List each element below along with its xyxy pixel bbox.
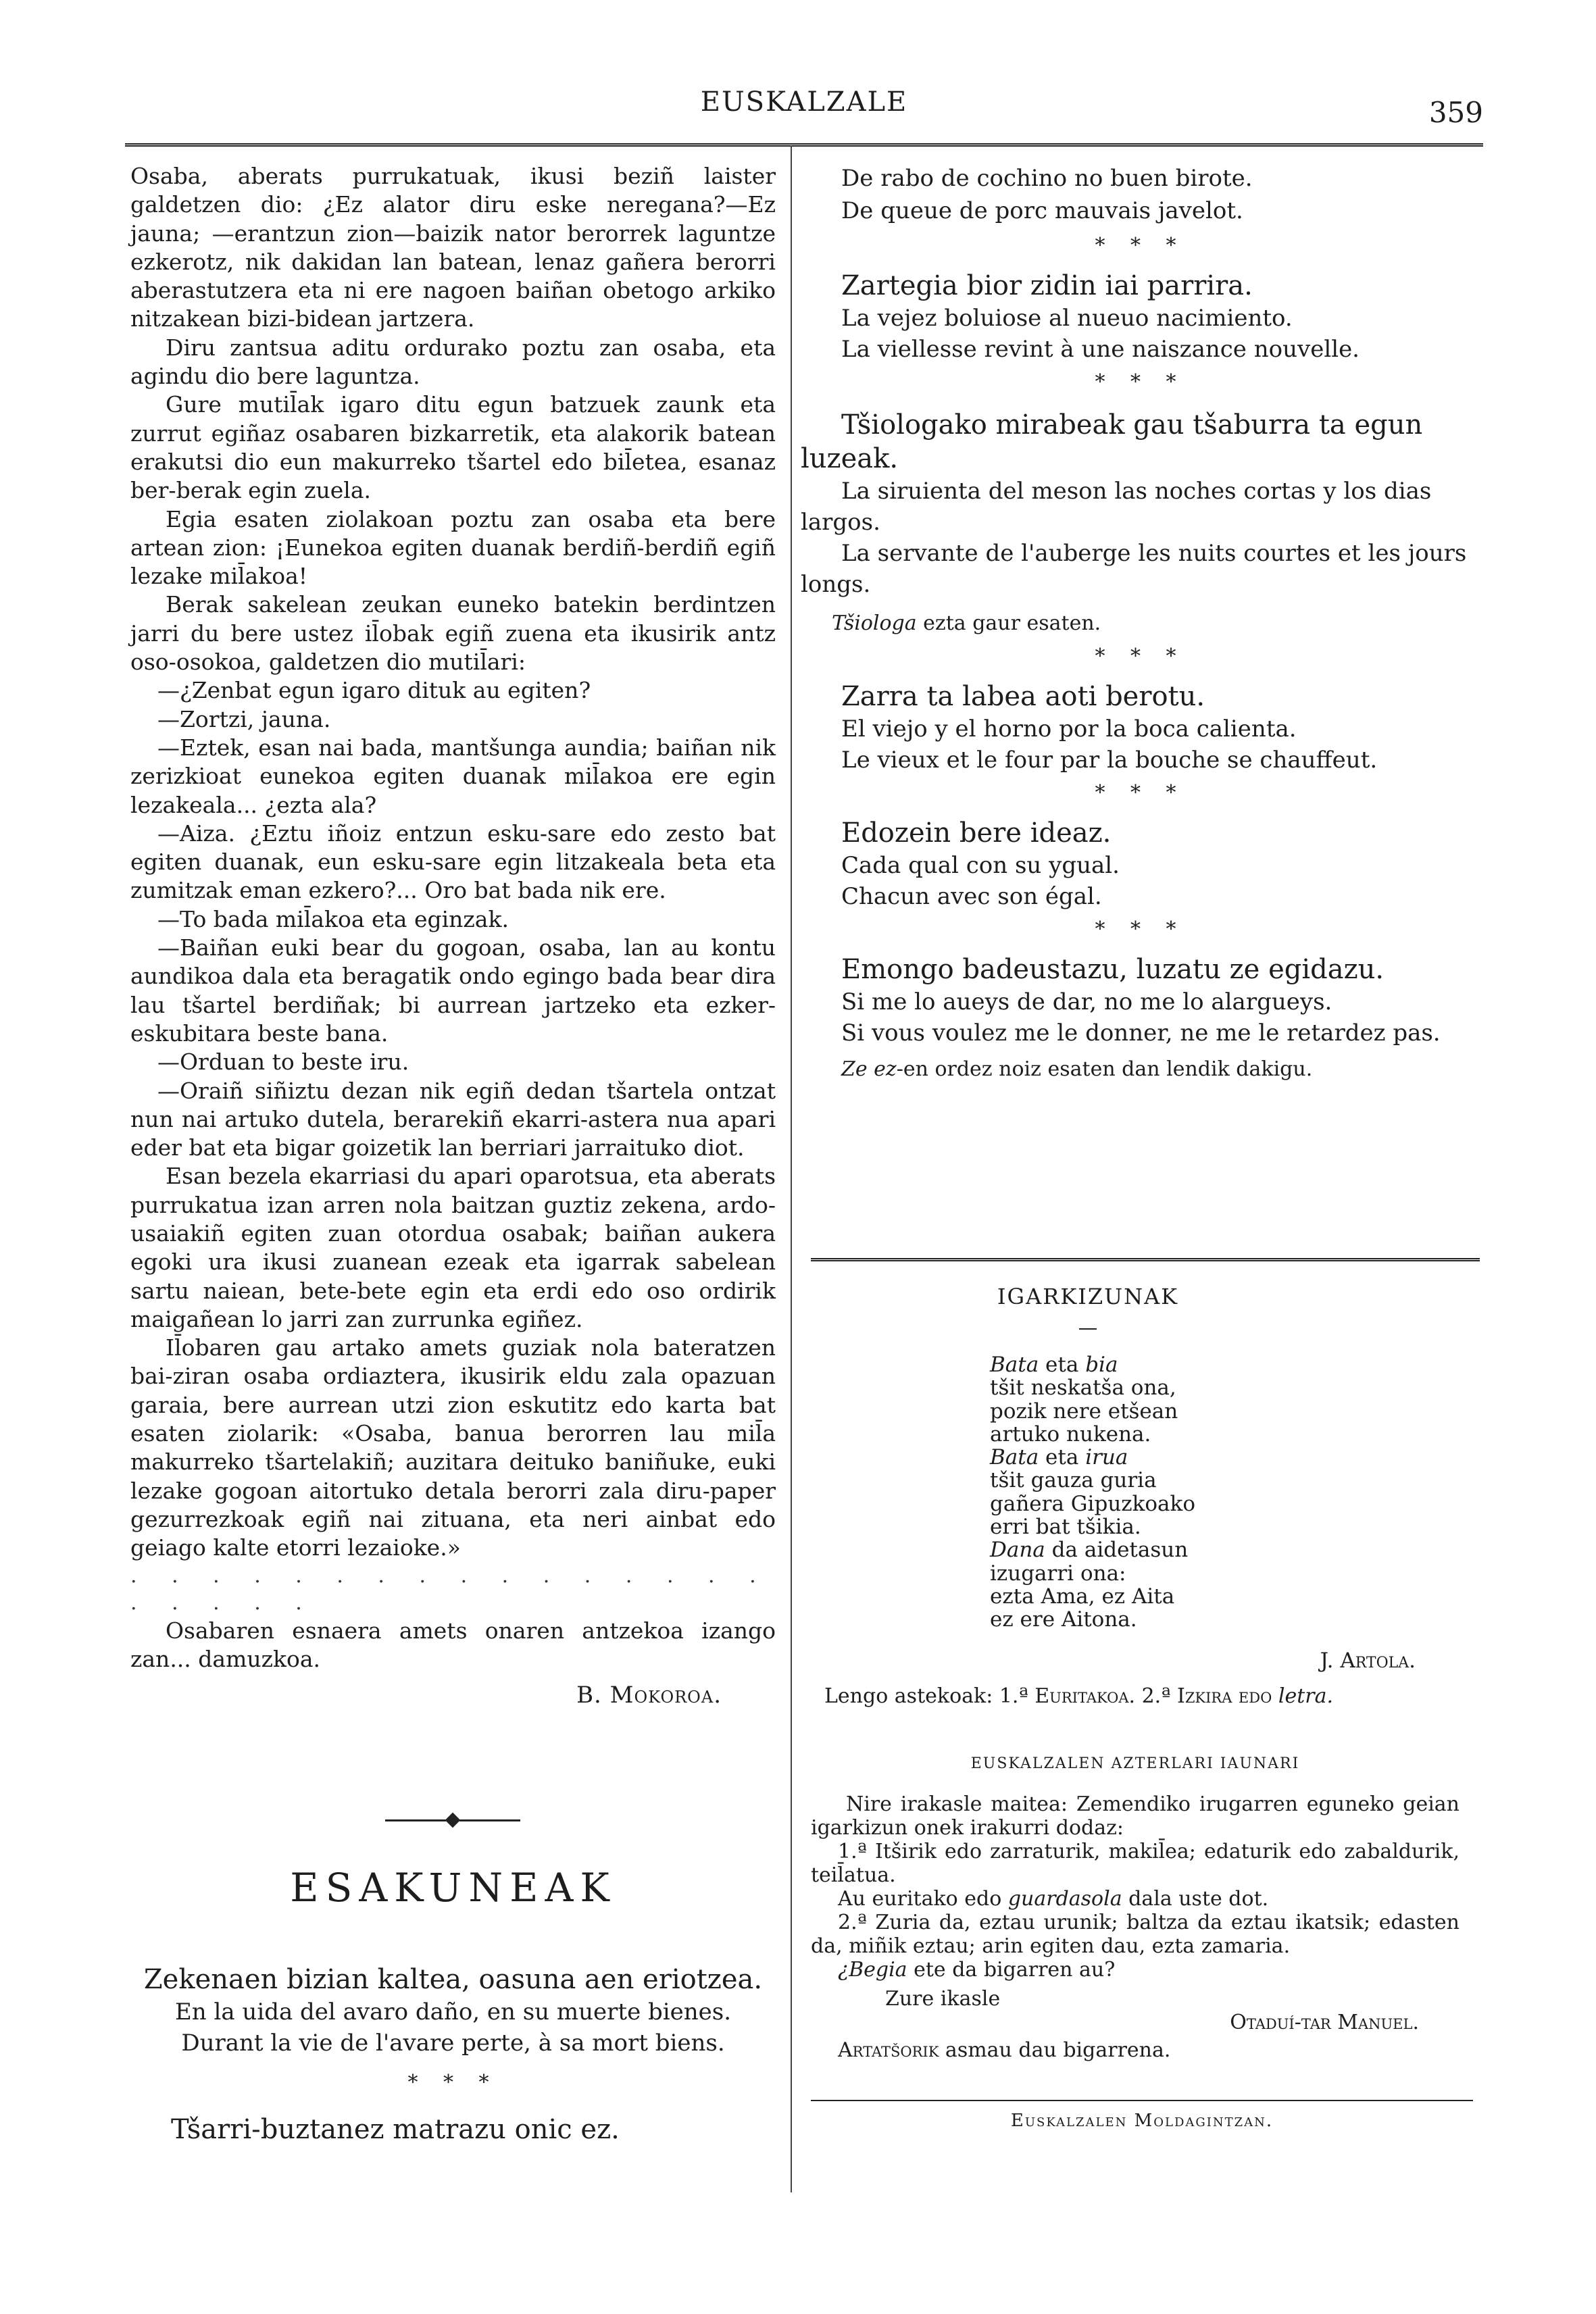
story-paragraph: Gure mutil̄ak igaro ditu egun batzuek zaunk eta zurrut egiñaz osabaren bizkarretik, eta alakorik batean erakutsi dio eun makurreko tšartel edo bil̄etea, esanaz ber-berak egin zuela. xyxy=(130,391,776,504)
proverb-french: Chacun avec son égal. xyxy=(841,883,1102,910)
dialogue-line: —Eztek, esan nai bada, mantšunga aundia; baiñan nik zerizkioat eunekoa egiten duanak mil̄akoa ere egin lezakeala... ¿ezta ala? xyxy=(130,734,776,818)
proverb-basque: Emongo badeustazu, luzatu ze egidazu. xyxy=(841,954,1385,985)
riddles-title: IGARKIZUNAK xyxy=(997,1284,1179,1309)
story-paragraph: Osaba, aberats purrukatuak, ikusi beziñ laister galdetzen dio: ¿Ez alator diru eske neregana?—Ez jauna; —erantzun zion—baizik nator berorrek laguntze ezkerotz, nik dakidan lan batean, lenaz gañera berorri aberastutzera eta ni ere nagoen baiñan obetogo arkiko nitzakean bizi-bidean jartzera. xyxy=(130,163,776,332)
story-paragraph: Osabaren esnaera amets onaren antzekoa izango zan... damuzkoa. xyxy=(130,1617,776,1672)
poem-line: ez ere Aitona. xyxy=(990,1607,1137,1632)
note-italic: Tšiologa xyxy=(832,611,917,635)
poem-line: pozik nere etšean xyxy=(990,1399,1178,1424)
proverb-basque: Zarra ta labea aoti berotu. xyxy=(841,681,1205,712)
dialogue-line: —To bada mil̄akoa eta eginzak. xyxy=(157,905,509,932)
stars-separator: * * * xyxy=(1095,917,1186,941)
letter-footnote: Artatšorik asmau dau bigarrena. xyxy=(838,2038,1171,2062)
letter-paragraph: 1.ª Itširik edo zarraturik, makil̄ea; edaturik edo zabaldurik, teil̄atua. xyxy=(811,1840,1460,1887)
letter-paragraph: Nire irakasle maitea: Zemendiko irugarren eguneko geian igarkizun onek irakurri dodaz: xyxy=(811,1792,1460,1840)
proverb-french: Durant la vie de l'avare perte, à sa mort biens. xyxy=(181,2030,725,2057)
letter-body xyxy=(811,1792,1460,2062)
section-rule xyxy=(811,1258,1480,1261)
story-paragraph: Il̄obaren gau artako amets guziak nola bateratzen bai-ziran osaba ordiaztera, ikusirik eldu zala opazuan garaia, bere aurrean utzi zion eskutitz edo karta bat esaten ziolarik: «Osaba, banua berorren lau mil̄a makurreko tšartelakiñ; auzitara deituko baniñuke, euki lezake gogoan aitortuko detala berorri zala diru-paper gezurrezkoak egiñ nai zituana, eta neri ainbat edo geiago kalte etorri lezaioke.» xyxy=(130,1334,776,1561)
story-paragraph: Berak sakelean zeukan euneko batekin berdintzen jarri du bere ustez il̄obak egiñ zuena eta ikusirik antz oso-osokoa, galdetzen dio mutil̄ari: xyxy=(130,591,776,676)
poem-line: tšit neskatša ona, xyxy=(990,1376,1176,1401)
dialogue-line: —Orduan to beste iru. xyxy=(157,1049,409,1076)
letter-paragraph: Au euritako edo guardasola dala uste dot. xyxy=(838,1887,1269,1911)
proverbs-column xyxy=(801,162,1480,1084)
ellipsis-row: . . . . . . . . . . . . . . . . . . . . . xyxy=(130,1563,770,1615)
story-signature: B. Mokoroa. xyxy=(576,1682,722,1709)
proverb-note xyxy=(801,1055,1480,1084)
imprint: Euskalzalen Moldagintzan. xyxy=(1010,2111,1274,2131)
stars-separator: * * * xyxy=(1095,234,1186,257)
proverb-note xyxy=(801,609,1480,638)
poem-line: ezta Ama, ez Aita xyxy=(990,1584,1175,1609)
poem-line: gañera Gipuzkoako xyxy=(990,1491,1195,1516)
poem-line: izugarri ona: xyxy=(990,1561,1126,1586)
letter-signature: Otaduí-tar Manuel. xyxy=(1230,2011,1419,2034)
proverb-french: La viellesse revint à une naiszance nouvelle. xyxy=(841,336,1360,363)
stars-separator: * * * xyxy=(1095,645,1186,668)
riddle-signature: J. Artola. xyxy=(1320,1649,1416,1673)
proverb-french: La servante de l'auberge les nuits courtes et les jours longs. xyxy=(801,540,1467,598)
dialogue-line: —¿Zenbat egun igaro dituk au egiten? xyxy=(157,677,591,704)
note-text: -en ordez noiz esaten dan lendik dakigu. xyxy=(896,1057,1313,1081)
proverb-basque: Edozein bere ideaz. xyxy=(841,818,1112,849)
page-number: 359 xyxy=(1428,96,1483,129)
stars-separator: * * * xyxy=(1095,370,1186,394)
proverb-spanish: En la uida del avaro daño, en su muerte bienes. xyxy=(174,1998,732,2026)
proverb-basque: Tšarri-buztanez matrazu onic ez. xyxy=(171,2114,620,2145)
poem-line: Bata eta irua xyxy=(990,1445,1128,1470)
letter-paragraph: ¿Begia ete da bigarren au? xyxy=(838,1958,1116,1982)
letter-paragraph: 2.ª Zuria da, eztau urunik; baltza da eztau ikatsik; edasten da, miñik eztau; arin egiten dau, ezta zamaria. xyxy=(811,1911,1460,1958)
proverb-spanish: Cada qual con su ygual. xyxy=(841,852,1120,879)
poem-line: erri bat tšikia. xyxy=(990,1515,1141,1540)
stars-separator: * * * xyxy=(407,2071,499,2094)
header-rule xyxy=(125,143,1483,147)
riddle-answers: Lengo astekoak: 1.ª Euritakoa. 2.ª Izkira edo letra. xyxy=(824,1684,1334,1708)
story-paragraph: Egia esaten ziolakoan poztu zan osaba eta bere artean zion: ¡Eunekoa egiten duanak berdiñ-berdiñ egiñ lezake mil̄akoa! xyxy=(130,505,776,590)
poem-line: Bata eta bia xyxy=(990,1353,1118,1377)
dialogue-line: —Oraiñ siñiztu dezan nik egiñ dedan tšartela ontzat nun nai artuko dutela, berarekiñ ekarri-astera nua apari eder bat eta bigar goizetik lan berriari jarraituko diot. xyxy=(130,1077,776,1161)
proverb-basque: Zartegia bior zidin iai parrira. xyxy=(841,270,1253,301)
poem-line: artuko nukena. xyxy=(990,1422,1151,1447)
proverb-spanish: La vejez boluiose al nueuo nacimiento. xyxy=(841,305,1293,332)
story-column xyxy=(130,162,776,1709)
section-ornament xyxy=(318,1807,588,1831)
note-italic: Ze ez xyxy=(841,1057,897,1081)
dialogue-line: —Aiza. ¿Eztu iñoiz entzun esku-sare edo zesto bat egiten duanak, eun esku-sare egin litzakeala beta eta zumitzak eman ezkero?... Oro bat bada nik ere. xyxy=(130,820,776,904)
proverb-spanish: Si me lo aueys de dar, no me lo alargueys. xyxy=(841,988,1332,1015)
riddle-poem xyxy=(990,1353,1368,1632)
proverb-spanish: De rabo de cochino no buen birote. xyxy=(841,165,1253,192)
poem-line: Dana da aidetasun xyxy=(990,1538,1189,1563)
page-header xyxy=(125,86,1483,141)
dialogue-line: —Baiñan euki bear du gogoan, osaba, lan au kontu aundikoa dala eta beragatik ondo egingo bada bear dira lau tšartel berdiñak; bi aurrean jartzeko eta ezker-eskubitara beste bana. xyxy=(130,934,776,1047)
story-paragraph: Esan bezela ekarriasi du apari oparotsua, eta aberats purrukatua izan arren nola baitzan guztiz zekena, ardo-usaiakiñ egiten zuan otordua osabak; baiñan aukera egoki ura ikusi zuanean ezeak eta igarrak sabelean sartu naiean, bete-bete egin eta erdi edo oso ordirik maigañean lo jarri zan zurrunka egiñez. xyxy=(130,1163,776,1332)
running-title: EUSKALZALE xyxy=(700,86,908,118)
letter-closing: Zure ikasle xyxy=(885,1987,1001,2011)
stars-separator: * * * xyxy=(1095,781,1186,805)
dialogue-line: —Zortzi, jauna. xyxy=(157,705,331,732)
letter-heading: EUSKALZALEN AZTERLARI IAUNARI xyxy=(970,1755,1300,1772)
poem-line: tšit gauza guria xyxy=(990,1468,1157,1493)
column-divider xyxy=(791,145,792,2192)
story-paragraph: Diru zantsua aditu ordurako poztu zan osaba, eta agindu dio bere laguntza. xyxy=(130,334,776,390)
proverb-spanish: El viejo y el horno por la boca calienta. xyxy=(841,715,1297,743)
proverb-spanish: La siruienta del meson las noches cortas y los dias largos. xyxy=(801,478,1432,536)
title-dash xyxy=(1079,1328,1097,1330)
section-title: ESAKUNEAK xyxy=(290,1865,616,1911)
proverb-french: Si vous voulez me le donner, ne me le retardez pas. xyxy=(841,1020,1441,1047)
proverb-basque: Tšiologako mirabeak gau tšaburra ta egun luzeak. xyxy=(801,409,1423,474)
proverb-french: Le vieux et le four par la bouche se chauffeut. xyxy=(841,747,1378,774)
proverb-group xyxy=(130,1963,776,2146)
note-text: ezta gaur esaten. xyxy=(916,611,1101,635)
imprint-rule xyxy=(811,2100,1473,2101)
proverb-basque: Zekenaen bizian kaltea, oasuna aen eriotzea. xyxy=(143,1964,763,1995)
proverb-french: De queue de porc mauvais javelot. xyxy=(841,197,1243,224)
